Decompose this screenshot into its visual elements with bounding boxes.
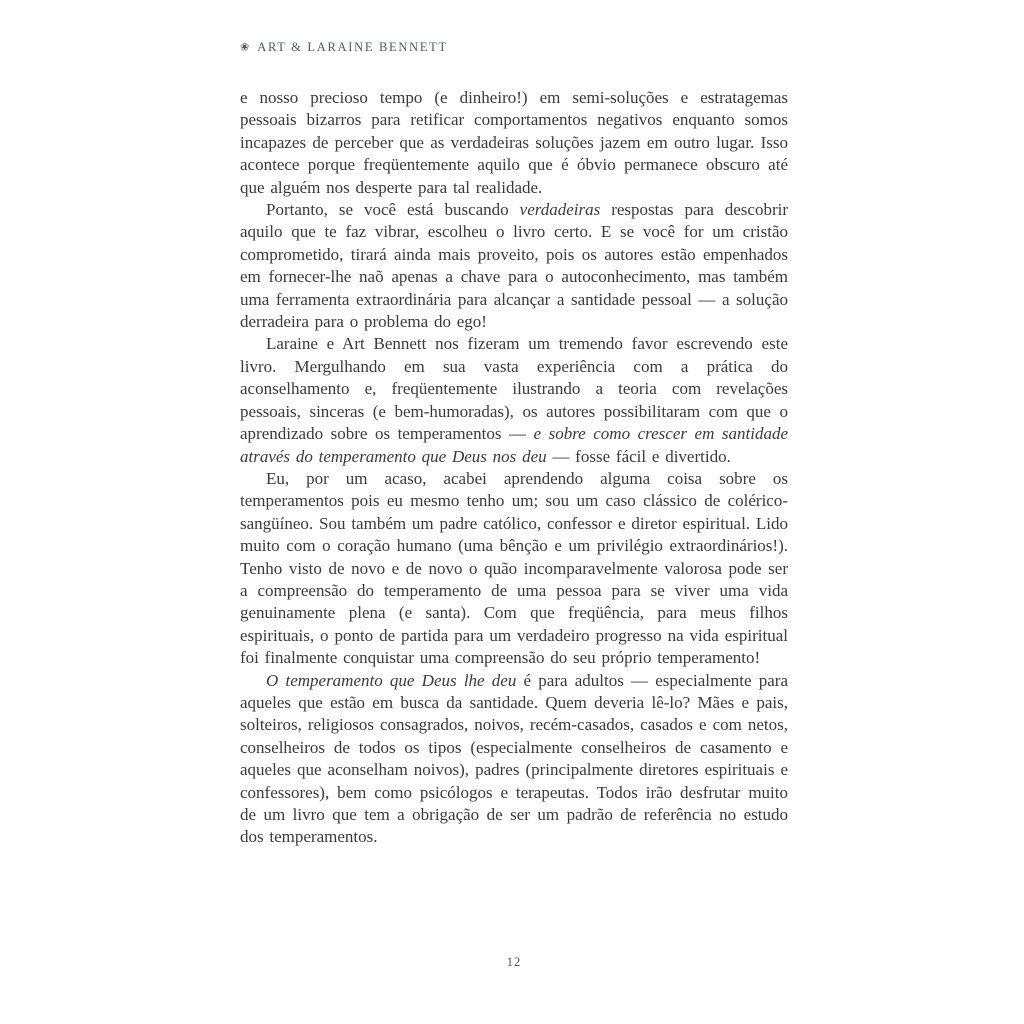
italic-text-run: e sobre como crescer em santidade através do temperamento que Deus nos deu (240, 424, 788, 466)
text-run: Laraine e Art Bennett nos fizeram um tremendo favor escrevendo este livro. Mergulhando em sua vasta experiência com a prática do aconselhamento e, freqüentemente ilustrando a teoria com revelações pessoais, sinceras (e bem-humoradas), os autores possibilitaram com que o aprendizado sobre os temperamentos — (240, 334, 788, 444)
text-run: e nosso precioso tempo (e dinheiro!) em semi-soluções e estratagemas pessoais bizarros para retificar comportamentos negativos enquanto somos incapazes de perceber que as verdadeiras soluções jazem em outro lugar. Isso acontece porque freqüentemente aquilo que é óbvio permanece obscuro até que alguém nos desperte para tal realidade. (240, 88, 788, 197)
text-run: Portanto, se você está buscando (266, 200, 520, 220)
italic-text-run: verdadeiras (519, 200, 601, 220)
text-run: — fosse fácil e divertido. (546, 446, 731, 466)
running-header-title: ART & LARAINE BENNETT (257, 40, 448, 54)
italic-text-run: O temperamento que Deus lhe deu (266, 670, 517, 690)
paragraph (240, 199, 788, 333)
text-run: Eu, por um acaso, acabei aprendendo alguma coisa sobre os temperamentos pois eu mesmo tenho um; sou um caso clássico de colérico-sangüíneo. Sou também um padre católico, confessor e diretor espiritual. Lido muito com o coração humano (uma bênção e um privilégio extraordinários!). Tenho visto de novo e de novo o quão incomparavelmente valorosa pode ser a compreensão do temperamento de uma pessoa para se viver uma vida genuinamente plena (e santa). Com que freqüência, para meus filhos espirituais, o ponto de partida para um verdadeiro progresso na vida espiritual foi finalmente conquistar uma compreensão do seu próprio temperamento! (240, 468, 788, 668)
fleuron-icon: ❀ (240, 40, 250, 54)
paragraph (240, 468, 788, 670)
text-run: respostas para descobrir aquilo que te faz vibrar, escolheu o livro certo. E se você for um cristão comprometido, tirará ainda mais proveito, pois os autores estão empenhados em fornecer-lhe naõ apenas a chave para o autoconhecimento, mas também uma ferramenta extraordinária para alcançar a santidade pessoal — a solução derradeira para o problema do ego! (240, 200, 788, 332)
paragraph (240, 333, 788, 467)
text-run: é para adultos — especialmente para aqueles que estão em busca da santidade. Quem deveria lê-lo? Mães e pais, solteiros, religiosos consagrados, noivos, recém-casados, casados e com netos, conselheiros de todos os tipos (especialmente conselheiros de casamento e aqueles que aconselham noivos), padres (principalmente diretores espirituais e confessores), bem como psicólogos e terapeutas. Todos irão desfrutar muito de um livro que tem a obrigação de ser um padrão de referência no estudo dos temperamentos. (240, 670, 788, 847)
page-body (240, 87, 788, 849)
paragraph (240, 87, 788, 199)
paragraph (240, 670, 788, 849)
running-header (240, 40, 448, 55)
page-number: 12 (506, 955, 522, 969)
